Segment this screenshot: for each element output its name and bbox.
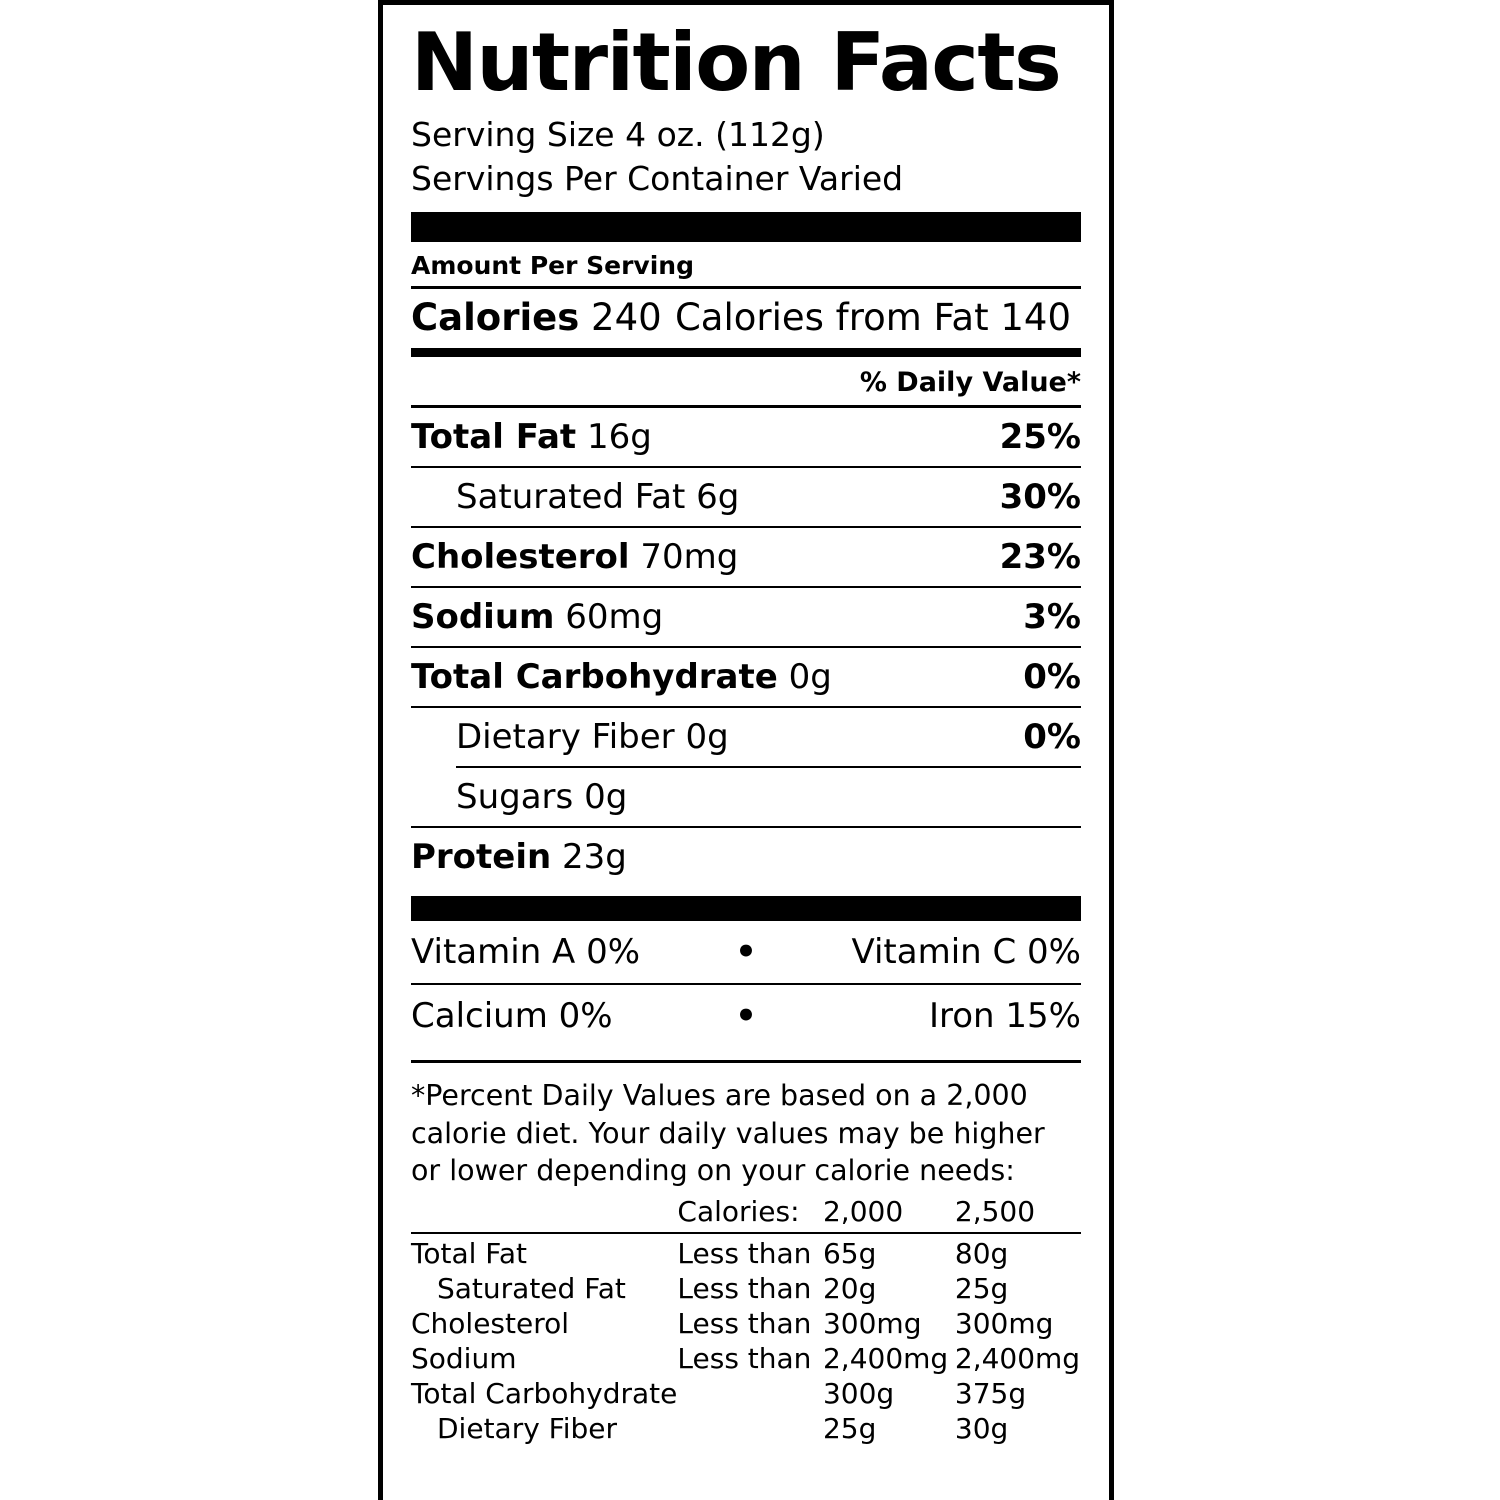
calories-value: 240 [591, 296, 662, 340]
table-row [411, 1341, 1081, 1376]
nutrient-amount: 70mg [640, 537, 739, 578]
row-value-2000: 25g [822, 1411, 877, 1445]
servings-per-container-text: Servings Per Container Varied [411, 158, 904, 198]
footnote-text: *Percent Daily Values are based on a 2,000 calorie diet. Your daily values may be higher or lower depending on your calorie needs: [411, 1079, 1045, 1188]
row-value-2500: 80g [954, 1236, 1009, 1270]
nutrient-amount: 6g [696, 477, 740, 518]
nutrient-name: Sodium [411, 597, 555, 638]
row-name: Cholesterol [411, 1306, 570, 1340]
row-name: Total Fat [411, 1236, 527, 1270]
row-value-2000: 2,400mg [822, 1341, 949, 1375]
table-divider [411, 1229, 1081, 1236]
serving-size-text: Serving Size 4 oz. (112g) [411, 115, 825, 154]
calories-label: Calories [411, 296, 580, 340]
row-name: Saturated Fat [437, 1271, 626, 1305]
nutrient-row-sugars [411, 768, 1081, 826]
daily-value-header: % Daily Value* [859, 367, 1081, 399]
row-name: Dietary Fiber [437, 1411, 618, 1445]
nutrient-row-protein [411, 828, 1081, 886]
nutrient-amount: 0g [685, 717, 729, 758]
divider-thick-top [411, 212, 1081, 242]
nutrient-row-sodium [411, 588, 1081, 646]
nutrient-dv: 23% [999, 537, 1081, 578]
nutrient-name-amount [411, 417, 652, 457]
page-title: Nutrition Facts [411, 16, 1061, 109]
nutrient-amount: 60mg [565, 597, 664, 638]
iron-value: Iron 15% [929, 996, 1081, 1037]
daily-values-table [411, 1194, 1081, 1446]
row-value-2500: 2,400mg [954, 1341, 1081, 1375]
nutrient-name: Sugars [456, 777, 574, 818]
calories-row [411, 289, 1081, 348]
nutrient-name: Total Fat [411, 417, 577, 458]
vitamin-c-value: Vitamin C 0% [851, 932, 1081, 973]
nutrient-dv: 0% [1023, 657, 1081, 698]
nutrient-row-total-carbohydrate [411, 648, 1081, 706]
table-row [411, 1236, 1081, 1271]
calories-left [411, 296, 662, 339]
nutrient-name: Cholesterol [411, 537, 630, 578]
calories-from-fat: Calories from Fat 140 [674, 296, 1071, 340]
divider-below-calories [411, 348, 1081, 357]
nutrient-amount: 0g [584, 777, 628, 818]
amount-per-serving-label: Amount Per Serving [411, 251, 694, 281]
row-value-2000: 65g [822, 1236, 877, 1270]
header-calories: Calories: [677, 1194, 800, 1228]
row-less-than [677, 1411, 823, 1446]
row-value-2500: 375g [954, 1376, 1027, 1410]
table-row [411, 1376, 1081, 1411]
nutrient-dv: 25% [999, 417, 1081, 458]
nutrient-row-cholesterol [411, 528, 1081, 586]
nutrient-row-dietary-fiber [411, 708, 1081, 766]
row-less-than: Less than [677, 1271, 812, 1305]
nutrient-name-amount [456, 477, 739, 517]
row-name: Total Carbohydrate [411, 1376, 678, 1410]
nutrient-name: Dietary Fiber [456, 717, 675, 758]
vitamin-row-calcium-iron [411, 985, 1081, 1047]
nutrient-name-amount [411, 537, 738, 577]
row-name: Sodium [411, 1341, 517, 1375]
bullet-separator-icon: • [735, 996, 757, 1037]
bullet-separator-icon: • [735, 932, 757, 973]
table-row [411, 1271, 1081, 1306]
table-header-row [411, 1194, 1081, 1229]
header-2500: 2,500 [954, 1194, 1036, 1228]
vitamin-a-value: Vitamin A 0% [411, 932, 641, 973]
row-value-2000: 20g [822, 1271, 877, 1305]
nutrient-dv: 30% [999, 477, 1081, 518]
table-row [411, 1411, 1081, 1446]
vitamin-row-a-c [411, 921, 1081, 983]
row-value-2500: 30g [954, 1411, 1009, 1445]
row-value-2000: 300mg [822, 1306, 922, 1340]
nutrient-amount: 16g [586, 417, 652, 458]
row-less-than: Less than [677, 1341, 812, 1375]
table-row [411, 1306, 1081, 1341]
nutrient-name: Protein [411, 837, 552, 878]
nutrient-name-amount [456, 717, 729, 757]
nutrition-facts-panel [378, 0, 1114, 1500]
nutrient-name-amount [411, 597, 663, 637]
nutrient-name: Saturated Fat [456, 477, 686, 518]
divider-thick-vitamins [411, 896, 1081, 921]
row-less-than: Less than [677, 1306, 812, 1340]
row-value-2000: 300g [822, 1376, 895, 1410]
nutrient-amount: 23g [562, 837, 627, 878]
header-blank [411, 1194, 677, 1229]
row-less-than [677, 1376, 823, 1411]
nutrient-name: Total Carbohydrate [411, 657, 778, 698]
nutrient-dv: 3% [1023, 597, 1081, 638]
nutrient-dv: 0% [1023, 717, 1081, 758]
nutrient-name-amount [411, 657, 832, 697]
nutrient-row-saturated-fat [411, 468, 1081, 526]
header-2000: 2,000 [822, 1194, 904, 1228]
nutrient-name-amount [411, 837, 627, 877]
nutrient-amount: 0g [788, 657, 832, 698]
calcium-value: Calcium 0% [411, 996, 613, 1037]
row-less-than: Less than [677, 1236, 812, 1270]
row-value-2500: 300mg [954, 1306, 1054, 1340]
nutrient-row-total-fat [411, 408, 1081, 466]
row-value-2500: 25g [954, 1271, 1009, 1305]
nutrient-name-amount [456, 777, 627, 817]
